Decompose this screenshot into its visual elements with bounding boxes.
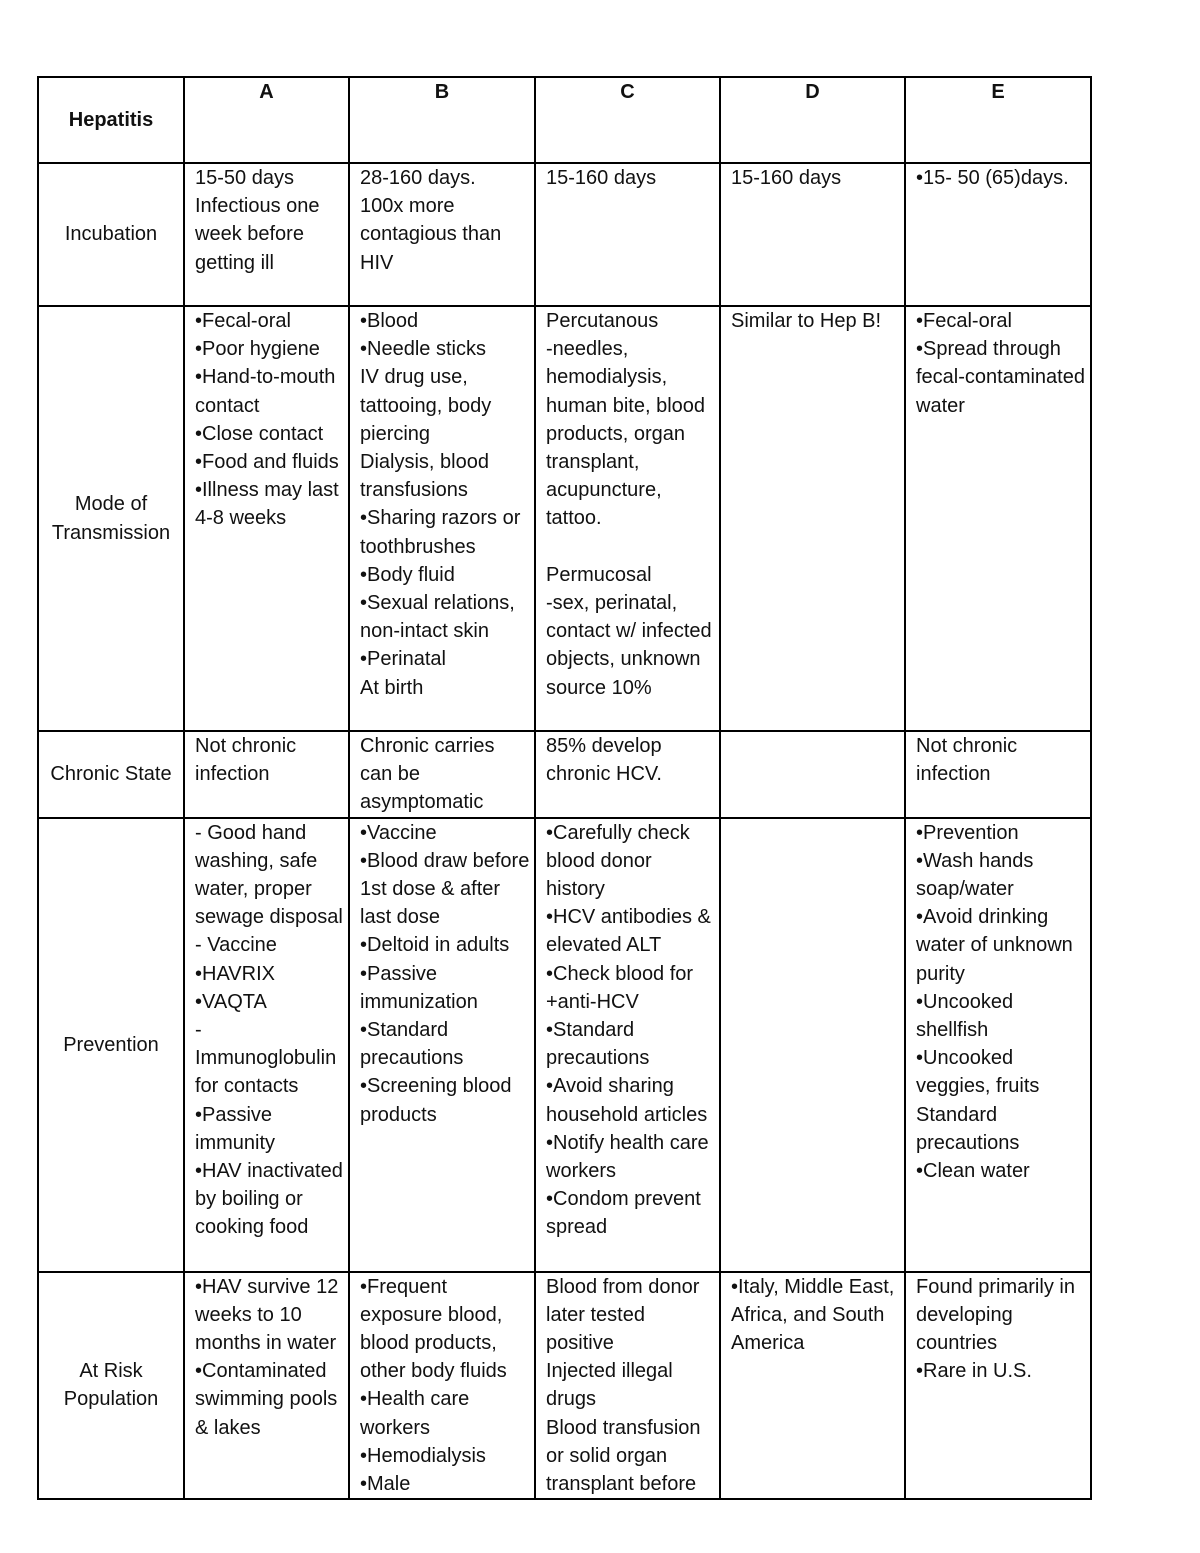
cell-line: •Clean water (916, 1160, 1030, 1183)
cell-at-risk-population-b (349, 1272, 535, 1500)
cell-line: transplant, (546, 451, 640, 474)
cell-line: contagious than (360, 223, 502, 246)
cell-line: positive (546, 1332, 614, 1355)
cell-line: week before (195, 223, 304, 246)
cell-incubation-a (184, 163, 349, 306)
cell-line: water (916, 394, 965, 417)
cell-line: •Sexual relations, (360, 592, 515, 615)
column-header-a: A (184, 77, 349, 163)
cell-chronic-state-b (349, 731, 535, 818)
cell-line: •Standard (546, 1019, 635, 1042)
cell-line: •Health care (360, 1388, 470, 1411)
cell-line: history (546, 878, 605, 901)
cell-line: & lakes (195, 1416, 261, 1439)
cell-line: source 10% (546, 676, 652, 699)
cell-prevention-c (535, 818, 720, 1272)
cell-mode-of-transmission-e (905, 306, 1091, 731)
cell-line: swimming pools (195, 1388, 338, 1411)
column-header-b: B (349, 77, 535, 163)
cell-line: Permucosal (546, 563, 652, 586)
cell-line: or solid organ (546, 1444, 668, 1467)
cell-line: •HAVRIX (195, 962, 275, 985)
cell-line: Chronic carries (360, 735, 495, 757)
cell-chronic-state-a (184, 731, 349, 818)
cell-at-risk-population-e (905, 1272, 1091, 1500)
cell-line: •Rare in U.S. (916, 1360, 1032, 1383)
cell-line: 15-160 days (731, 167, 842, 189)
cell-line: •Avoid sharing (546, 1075, 674, 1098)
cell-line: Found primarily in (916, 1275, 1075, 1298)
cell-line: developing (916, 1303, 1013, 1326)
cell-line: Infectious one (195, 195, 320, 218)
cell-prevention-b (349, 818, 535, 1272)
cell-line: Dialysis, blood (360, 451, 489, 474)
cell-line: workers (546, 1160, 617, 1183)
row-label-incubation (38, 163, 184, 306)
cell-line: 4-8 weeks (195, 507, 287, 530)
cell-line: other body fluids (360, 1360, 507, 1383)
cell-line: chronic HCV. (546, 763, 662, 786)
row-label-line: Prevention (63, 1033, 159, 1056)
cell-line: objects, unknown (546, 648, 701, 671)
cell-line: Similar to Hep B! (731, 310, 882, 332)
cell-line: •Illness may last (195, 479, 339, 502)
cell-line: •15- 50 (65)days. (916, 167, 1069, 189)
cell-line: can be (360, 763, 421, 786)
column-header-d: D (720, 77, 905, 163)
cell-line: 28-160 days. (360, 167, 476, 189)
cell-line: human bite, blood (546, 394, 706, 417)
cell-line: for contacts (195, 1075, 299, 1098)
row-label-line: At Risk (79, 1360, 143, 1383)
cell-line: asymptomatic (360, 791, 484, 814)
cell-line: •Passive (360, 962, 438, 985)
cell-line: •Uncooked (916, 990, 1014, 1013)
cell-line: •Screening blood (360, 1075, 512, 1098)
cell-line: America (731, 1332, 805, 1355)
cell-at-risk-population-d (720, 1272, 905, 1500)
cell-line: contact w/ infected (546, 620, 712, 643)
cell-line: IV drug use, (360, 366, 468, 389)
cell-line: drugs (546, 1388, 597, 1411)
cell-mode-of-transmission-a (184, 306, 349, 731)
cell-line: 15-160 days (546, 167, 657, 189)
cell-mode-of-transmission-c (535, 306, 720, 731)
cell-line: elevated ALT (546, 934, 662, 957)
row-label-prevention (38, 818, 184, 1272)
table-row-at-risk-population (38, 1272, 1091, 1500)
cell-line: •Sharing razors or (360, 507, 521, 530)
cell-line: - Good hand (195, 821, 307, 844)
cell-line: 85% develop (546, 735, 662, 757)
cell-prevention-d (720, 818, 905, 1272)
cell-line: by boiling or (195, 1188, 303, 1211)
cell-line: •Wash hands (916, 849, 1034, 872)
cell-line: last dose (360, 906, 441, 929)
cell-line: •Avoid drinking (916, 906, 1049, 929)
cell-line: precautions (360, 1047, 464, 1070)
cell-line: veggies, fruits (916, 1075, 1040, 1098)
cell-line: •HCV antibodies & (546, 906, 711, 929)
cell-incubation-c (535, 163, 720, 306)
cell-line: •Check blood for (546, 962, 694, 985)
cell-incubation-e (905, 163, 1091, 306)
cell-line: Percutanous (546, 310, 659, 332)
cell-line: •Close contact (195, 422, 324, 445)
cell-line (546, 533, 713, 561)
table-row-chronic-state (38, 731, 1091, 818)
cell-line: •VAQTA (195, 990, 267, 1013)
cell-line: later tested (546, 1303, 645, 1326)
cell-line: household articles (546, 1103, 708, 1126)
cell-line: Standard (916, 1103, 998, 1126)
cell-line: +anti-HCV (546, 990, 639, 1013)
cell-line: •Blood draw before (360, 849, 530, 872)
cell-line: water, proper (195, 878, 312, 901)
cell-line: •Perinatal (360, 648, 446, 671)
cell-line: contact (195, 394, 260, 417)
cell-line: •Male (360, 1473, 411, 1496)
cell-line: 1st dose & after (360, 878, 501, 901)
table-row-prevention (38, 818, 1091, 1272)
cell-line: months in water (195, 1332, 337, 1355)
cell-line: Blood transfusion (546, 1416, 701, 1439)
cell-chronic-state-e (905, 731, 1091, 818)
cell-line: •Needle sticks (360, 338, 486, 361)
cell-line: Injected illegal (546, 1360, 673, 1383)
row-label-at-risk-population (38, 1272, 184, 1500)
cell-line: transfusions (360, 479, 468, 502)
cell-line: precautions (546, 1047, 650, 1070)
cell-line: •Poor hygiene (195, 338, 320, 361)
cell-line: •Contaminated (195, 1360, 327, 1383)
cell-line: •Blood (360, 310, 419, 332)
cell-line: •Vaccine (360, 821, 437, 844)
cell-line: tattooing, body (360, 394, 492, 417)
cell-line: •HAV inactivated (195, 1160, 343, 1183)
cell-line: •Spread through (916, 338, 1061, 361)
cell-line: At birth (360, 676, 424, 699)
cell-line: •HAV survive 12 (195, 1275, 339, 1298)
cell-line: acupuncture, (546, 479, 662, 502)
cell-line: Not chronic (916, 735, 1018, 757)
cell-line: soap/water (916, 878, 1014, 901)
cell-line: •Hemodialysis (360, 1444, 486, 1467)
cell-line: Not chronic (195, 735, 297, 757)
cell-line: •Passive (195, 1103, 273, 1126)
cell-mode-of-transmission-b (349, 306, 535, 731)
cell-line: HIV (360, 251, 394, 274)
cell-line: •Food and fluids (195, 451, 339, 474)
cell-line: infection (195, 763, 270, 786)
cell-line: 15-50 days (195, 167, 294, 189)
table-header-row (38, 77, 1091, 163)
table-row-incubation (38, 163, 1091, 306)
row-label-chronic-state (38, 731, 184, 818)
cell-line: •Frequent (360, 1275, 448, 1298)
cell-line: •Deltoid in adults (360, 934, 510, 957)
hepatitis-comparison-table (37, 76, 1092, 1500)
cell-line: - (195, 1019, 202, 1042)
cell-line: •Body fluid (360, 563, 455, 586)
cell-prevention-a (184, 818, 349, 1272)
cell-line: •Carefully check (546, 821, 690, 844)
cell-line: Africa, and South (731, 1303, 885, 1326)
cell-line: piercing (360, 422, 431, 445)
cell-line: -sex, perinatal, (546, 592, 678, 615)
cell-chronic-state-c (535, 731, 720, 818)
cell-line: non-intact skin (360, 620, 489, 643)
cell-line: •Condom prevent (546, 1188, 701, 1211)
cell-line: infection (916, 763, 991, 786)
cell-line: •Italy, Middle East, (731, 1275, 895, 1298)
cell-incubation-d (720, 163, 905, 306)
row-label-line: Mode of (74, 493, 148, 516)
header-label-hepatitis: Hepatitis (38, 77, 184, 163)
table-body (38, 77, 1091, 1499)
cell-line: transplant before (546, 1473, 697, 1496)
cell-line: Blood from donor (546, 1275, 700, 1298)
cell-prevention-e (905, 818, 1091, 1272)
cell-line: products (360, 1103, 437, 1126)
cell-line: products, organ (546, 422, 685, 445)
row-label-line: Population (63, 1388, 159, 1411)
cell-line: •Prevention (916, 821, 1019, 844)
cell-line: •Standard (360, 1019, 449, 1042)
row-label-line: Incubation (64, 223, 158, 246)
table-row-mode-of-transmission (38, 306, 1091, 731)
cell-line: countries (916, 1332, 998, 1355)
cell-line: fecal-contaminated (916, 366, 1085, 389)
cell-line: spread (546, 1216, 608, 1239)
cell-line: blood donor (546, 849, 652, 872)
cell-line: •Fecal-oral (195, 310, 291, 332)
cell-line: - Vaccine (195, 934, 277, 957)
column-header-c: C (535, 77, 720, 163)
cell-chronic-state-d (720, 731, 905, 818)
cell-line: exposure blood, (360, 1303, 503, 1326)
cell-line: precautions (916, 1131, 1020, 1154)
cell-line: •Notify health care (546, 1131, 709, 1154)
cell-at-risk-population-a (184, 1272, 349, 1500)
cell-line: 100x more (360, 195, 455, 218)
row-label-line: Transmission (51, 521, 171, 544)
cell-line: toothbrushes (360, 535, 476, 558)
cell-line: washing, safe (195, 849, 318, 872)
cell-line: workers (360, 1416, 431, 1439)
cell-line: Immunoglobulin (195, 1047, 337, 1070)
cell-mode-of-transmission-d (720, 306, 905, 731)
cell-line: water of unknown (916, 934, 1073, 957)
row-label-line: Chronic State (50, 763, 172, 786)
cell-line: -needles, (546, 338, 629, 361)
cell-line: cooking food (195, 1216, 309, 1239)
cell-line: •Uncooked (916, 1047, 1014, 1070)
cell-line: tattoo. (546, 507, 602, 530)
cell-line: sewage disposal (195, 906, 343, 929)
cell-line: •Fecal-oral (916, 310, 1012, 332)
cell-line: getting ill (195, 251, 274, 274)
cell-line: shellfish (916, 1019, 989, 1042)
cell-line: blood products, (360, 1332, 497, 1355)
column-header-e: E (905, 77, 1091, 163)
cell-line: immunization (360, 990, 478, 1013)
row-label-mode-of-transmission (38, 306, 184, 731)
cell-line: weeks to 10 (195, 1303, 302, 1326)
cell-line: •Hand-to-mouth (195, 366, 336, 389)
cell-at-risk-population-c (535, 1272, 720, 1500)
cell-line: immunity (195, 1131, 276, 1154)
cell-incubation-b (349, 163, 535, 306)
cell-line: hemodialysis, (546, 366, 668, 389)
cell-line: purity (916, 962, 965, 985)
